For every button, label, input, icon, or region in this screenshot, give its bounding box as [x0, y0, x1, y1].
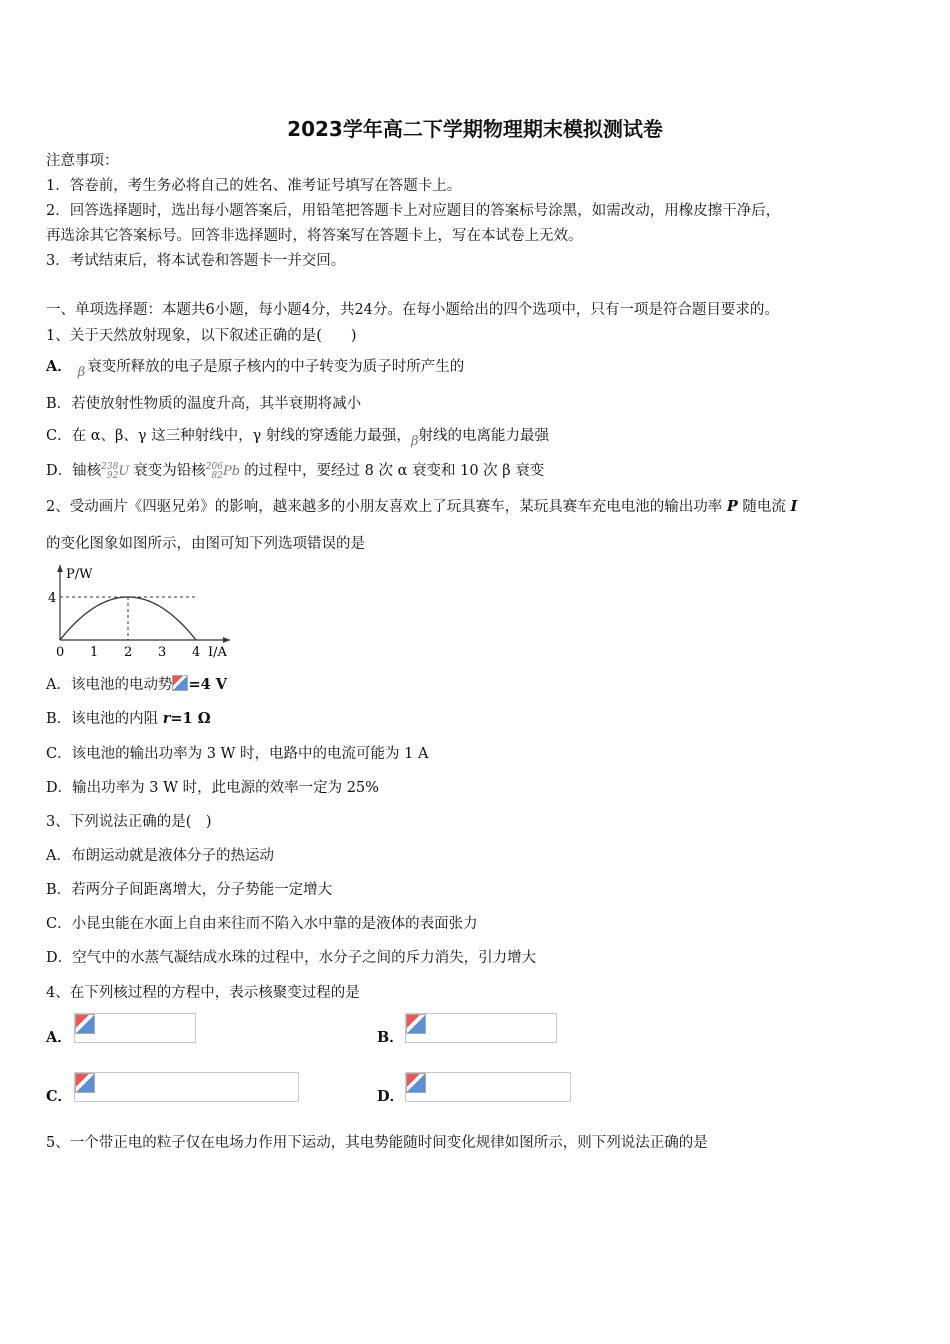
question-4-option-d-equation[interactable] [405, 1072, 571, 1102]
option-text: 衰变所释放的电子是原子核内的中子转变为质子时所产生的 [87, 359, 465, 375]
stem-text: 随电流 [737, 499, 791, 515]
option-label: A． [46, 358, 72, 375]
symbol-I: I [790, 498, 798, 515]
question-4-option-a-label[interactable]: A． [46, 1029, 72, 1046]
beta-symbol: β [410, 434, 419, 449]
element-symbol: Pb [222, 464, 241, 479]
mass-number: 238 [101, 461, 119, 472]
x-tick-label: 4 [192, 645, 201, 660]
option-text: 衰变为铅核 [133, 463, 206, 479]
option-text: C．在 α、β、γ 这三种射线中，γ 射线的穿透能力最强， [46, 428, 411, 444]
question-4-option-c-equation[interactable] [74, 1072, 299, 1102]
atomic-number: 82 [211, 470, 223, 481]
question-4-option-d-label[interactable]: D． [377, 1088, 405, 1105]
notice-item: 1．答卷前，考生务必将自己的姓名、准考证号填写在答题卡上。 [46, 178, 462, 194]
option-text: A．该电池的电动势 [46, 677, 173, 693]
x-tick-label: 1 [90, 645, 99, 660]
option-text: 射线的电离能力最强 [418, 428, 549, 444]
question-2-stem [46, 497, 797, 517]
uranium-symbol [101, 461, 130, 481]
notice-item: 3．考试结束后，将本试卷和答题卡一并交回。 [46, 253, 346, 269]
beta-symbol: β [77, 365, 86, 380]
question-3-option-b[interactable]: B．若两分子间距离增大，分子势能一定增大 [46, 882, 333, 898]
x-tick-label: 2 [124, 645, 133, 660]
x-tick-label: 3 [158, 645, 167, 660]
question-1-stem: 1、关于天然放射现象，以下叙述正确的是( ) [46, 328, 357, 344]
question-3-stem: 3、下列说法正确的是( ) [46, 814, 212, 830]
option-text: 的过程中，要经过 8 次 α 衰变和 10 次 β 衰变 [244, 463, 545, 479]
question-4-option-b-equation[interactable] [405, 1013, 557, 1043]
broken-image-icon [406, 1014, 426, 1034]
question-3-option-d[interactable]: D．空气中的水蒸气凝结成水珠的过程中，水分子之间的斥力消失，引力增大 [46, 950, 537, 966]
symbol-P: P [726, 498, 738, 515]
broken-image-icon [75, 1073, 95, 1093]
question-2-option-c[interactable]: C．该电池的输出功率为 3 W 时，电路中的电流可能为 1 A [46, 746, 429, 762]
section-heading: 一、单项选择题：本题共6小题，每小题4分，共24分。在每小题给出的四个选项中，只有一项是符合题目要求的。 [46, 302, 779, 318]
stem-text: 2、受动画片《四驱兄弟》的影响，越来越多的小朋友喜欢上了玩具赛车，某玩具赛车充电电池的输出功率 [46, 499, 727, 515]
question-3-option-c[interactable]: C．小昆虫能在水面上自由来往而不陷入水中靠的是液体的表面张力 [46, 916, 478, 932]
symbol-r: r [162, 710, 171, 727]
question-2-option-b[interactable] [46, 709, 211, 729]
y-axis-label: P/W [66, 567, 93, 582]
option-text: D．铀核 [46, 463, 102, 479]
broken-image-icon [172, 675, 188, 691]
element-symbol: U [118, 464, 130, 479]
question-3-option-a[interactable]: A．布朗运动就是液体分子的热运动 [46, 848, 274, 864]
question-4-option-a-equation[interactable] [74, 1013, 196, 1043]
question-4-stem: 4、在下列核过程的方程中，表示核聚变过程的是 [46, 985, 360, 1001]
notice-heading: 注意事项： [46, 153, 119, 169]
question-4-option-c-label[interactable]: C． [46, 1088, 73, 1105]
lead-symbol [205, 461, 241, 481]
option-text: =4 V [188, 676, 228, 693]
y-tick-label: 4 [48, 591, 57, 606]
question-1-option-c[interactable] [46, 426, 549, 447]
broken-image-icon [406, 1073, 426, 1093]
question-5-stem: 5、一个带正电的粒子仅在电场力作用下运动，其电势能随时间变化规律如图所示，则下列说法正确的是 [46, 1135, 708, 1151]
mass-number: 206 [205, 461, 223, 472]
page-title: 2023学年高二下学期物理期末模拟测试卷 [287, 117, 663, 141]
broken-image-icon [75, 1014, 95, 1034]
x-axis-arrow [223, 637, 230, 643]
notice-item: 2．回答选择题时，选出每小题答案后，用铅笔把答题卡上对应题目的答案标号涂黑，如需改动，用橡皮擦干净后， [46, 203, 781, 219]
atomic-number: 92 [106, 470, 119, 481]
question-2-option-a[interactable] [46, 675, 227, 695]
x-tick-label: 0 [56, 645, 65, 660]
option-text: B．该电池的内阻 [46, 711, 163, 727]
question-2-option-d[interactable]: D．输出功率为 3 W 时，此电源的效率一定为 25% [46, 780, 379, 796]
question-4-option-b-label[interactable]: B． [377, 1029, 404, 1046]
option-text: =1 Ω [170, 710, 211, 727]
power-current-chart [40, 560, 240, 662]
question-1-option-a[interactable] [46, 357, 464, 378]
question-1-option-b[interactable]: B．若使放射性物质的温度升高，其半衰期将减小 [46, 396, 362, 412]
question-2-stem-cont: 的变化图象如图所示，由图可知下列选项错误的是 [46, 536, 365, 552]
y-axis-arrow [57, 565, 63, 572]
x-axis-label: I/A [208, 645, 227, 660]
question-1-option-d[interactable] [46, 461, 544, 482]
notice-item: 再选涂其它答案标号。回答非选择题时，将答案写在答题卡上，写在本试卷上无效。 [46, 228, 583, 244]
